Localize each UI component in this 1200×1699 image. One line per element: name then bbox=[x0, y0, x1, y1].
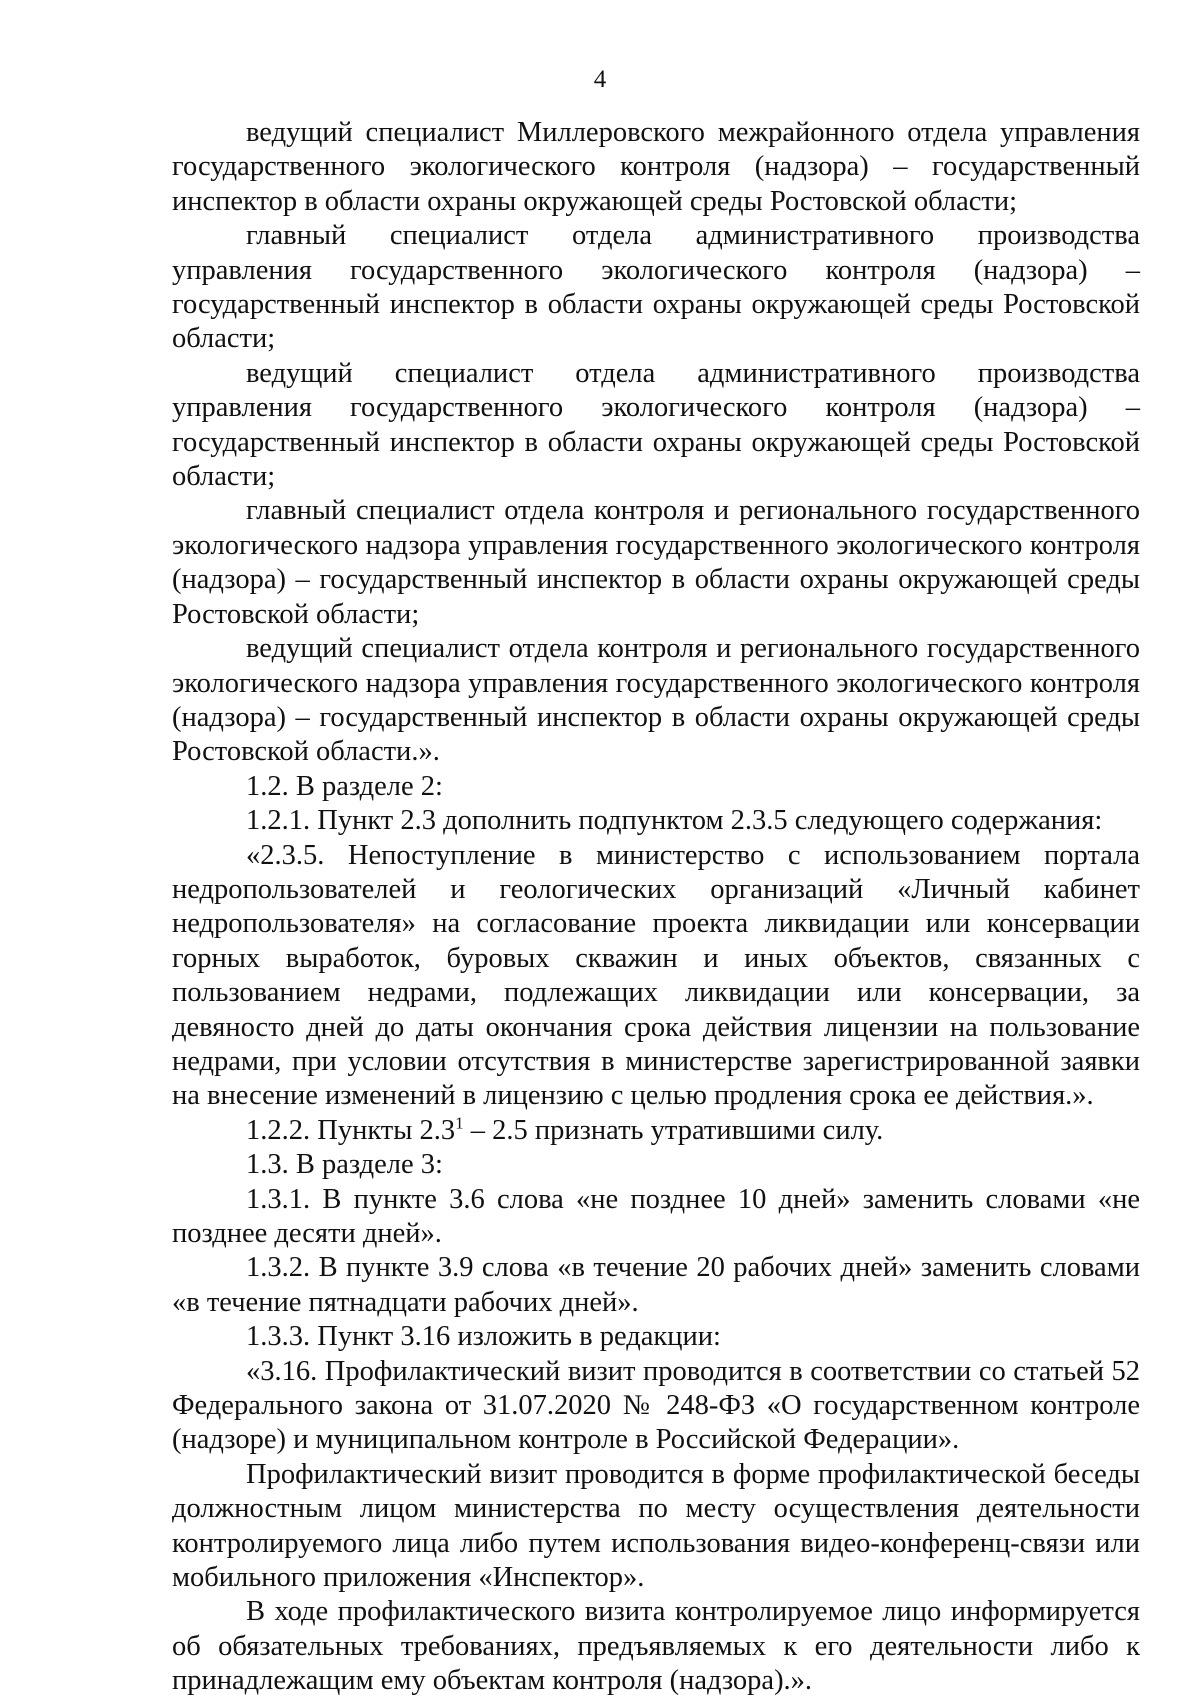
paragraph: 1.2. В разделе 2: bbox=[246, 770, 443, 802]
paragraph: ведущий специалист Миллеровского межрайонного отдела управления государственного экологического контроля (надзора) – государственный инспектор в области охраны окружающей среды Ростовской области; bbox=[172, 117, 1140, 217]
paragraph: 1.3.2. В пункте 3.9 слова «в течение 20 рабочих дней» заменить словами «в течение пятнадцати рабочих дней». bbox=[172, 1252, 1140, 1318]
paragraph: «3.16. Профилактический визит проводится в соответствии со статьей 52 Федерального закона от 31.07.2020 № 248-ФЗ «О государственном контроле (надзоре) и муниципальном контроле в Российской Федерации». bbox=[172, 1355, 1140, 1456]
superscript: 1 bbox=[455, 1113, 464, 1133]
paragraph: ведущий специалист отдела контроля и регионального государственного экологического надзора управления государственного экологического контроля (надзора) – государственный инспектор в области охраны окружающей среды Ростовской области.». bbox=[172, 633, 1140, 768]
paragraph: ведущий специалист отдела административного производства управления государственного экологического контроля (надзора) – государственный инспектор в области охраны окружающей среды Ростовской области; bbox=[172, 357, 1140, 493]
paragraph: «2.3.5. Непоступление в министерство с использованием портала недропользователей и геологических организаций «Личный кабинет недропользователя» на согласование проекта ликвидации или консервации горных выработок, буровых скважин и иных объектов, связанных с пользованием недрами, подлежащих ликвидации или консервации, за девяносто дней до даты окончания срока действия лицензии на пользование недрами, при условии отсутствия в министерстве зарегистрированной заявки на внесение изменений в лицензию с целью продления срока ее действия.». bbox=[172, 839, 1140, 1112]
paragraph: главный специалист отдела административного производства управления государственного экологического контроля (надзора) – государственный инспектор в области охраны окружающей среды Ростовской области; bbox=[172, 220, 1140, 355]
paragraph: 1.3.1. В пункте 3.6 слова «не позднее 10 дней» заменить словами «не позднее десяти дней». bbox=[172, 1183, 1140, 1249]
document-body bbox=[172, 116, 1140, 1699]
paragraph-text: – 2.5 признать утратившими силу. bbox=[463, 1114, 884, 1146]
paragraph-text: 1.2.2. Пункты 2.3 bbox=[246, 1114, 456, 1146]
paragraph: 1.3. В разделе 3: bbox=[246, 1149, 443, 1181]
paragraph: 1.3.3. Пункт 3.16 изложить в редакции: bbox=[246, 1321, 721, 1353]
paragraph: Профилактический визит проводится в форме профилактической беседы должностным лицом министерства по месту осуществления деятельности контролируемого лица либо путем использования видео-конференц-связи или мобильного приложения «Инспектор». bbox=[172, 1458, 1140, 1594]
paragraph: В ходе профилактического визита контролируемое лицо информируется об обязательных требованиях, предъявляемых к его деятельности либо к принадлежащим ему объектам контроля (надзора).». bbox=[172, 1596, 1140, 1697]
paragraph bbox=[172, 1114, 1140, 1148]
page-number: 4 bbox=[593, 66, 607, 93]
paragraph: 1.2.1. Пункт 2.3 дополнить подпунктом 2.3.5 следующего содержания: bbox=[246, 805, 1103, 837]
paragraph: главный специалист отдела контроля и регионального государственного экологического надзора управления государственного экологического контроля (надзора) – государственный инспектор в области охраны окружающей среды Ростовской области; bbox=[172, 495, 1140, 630]
